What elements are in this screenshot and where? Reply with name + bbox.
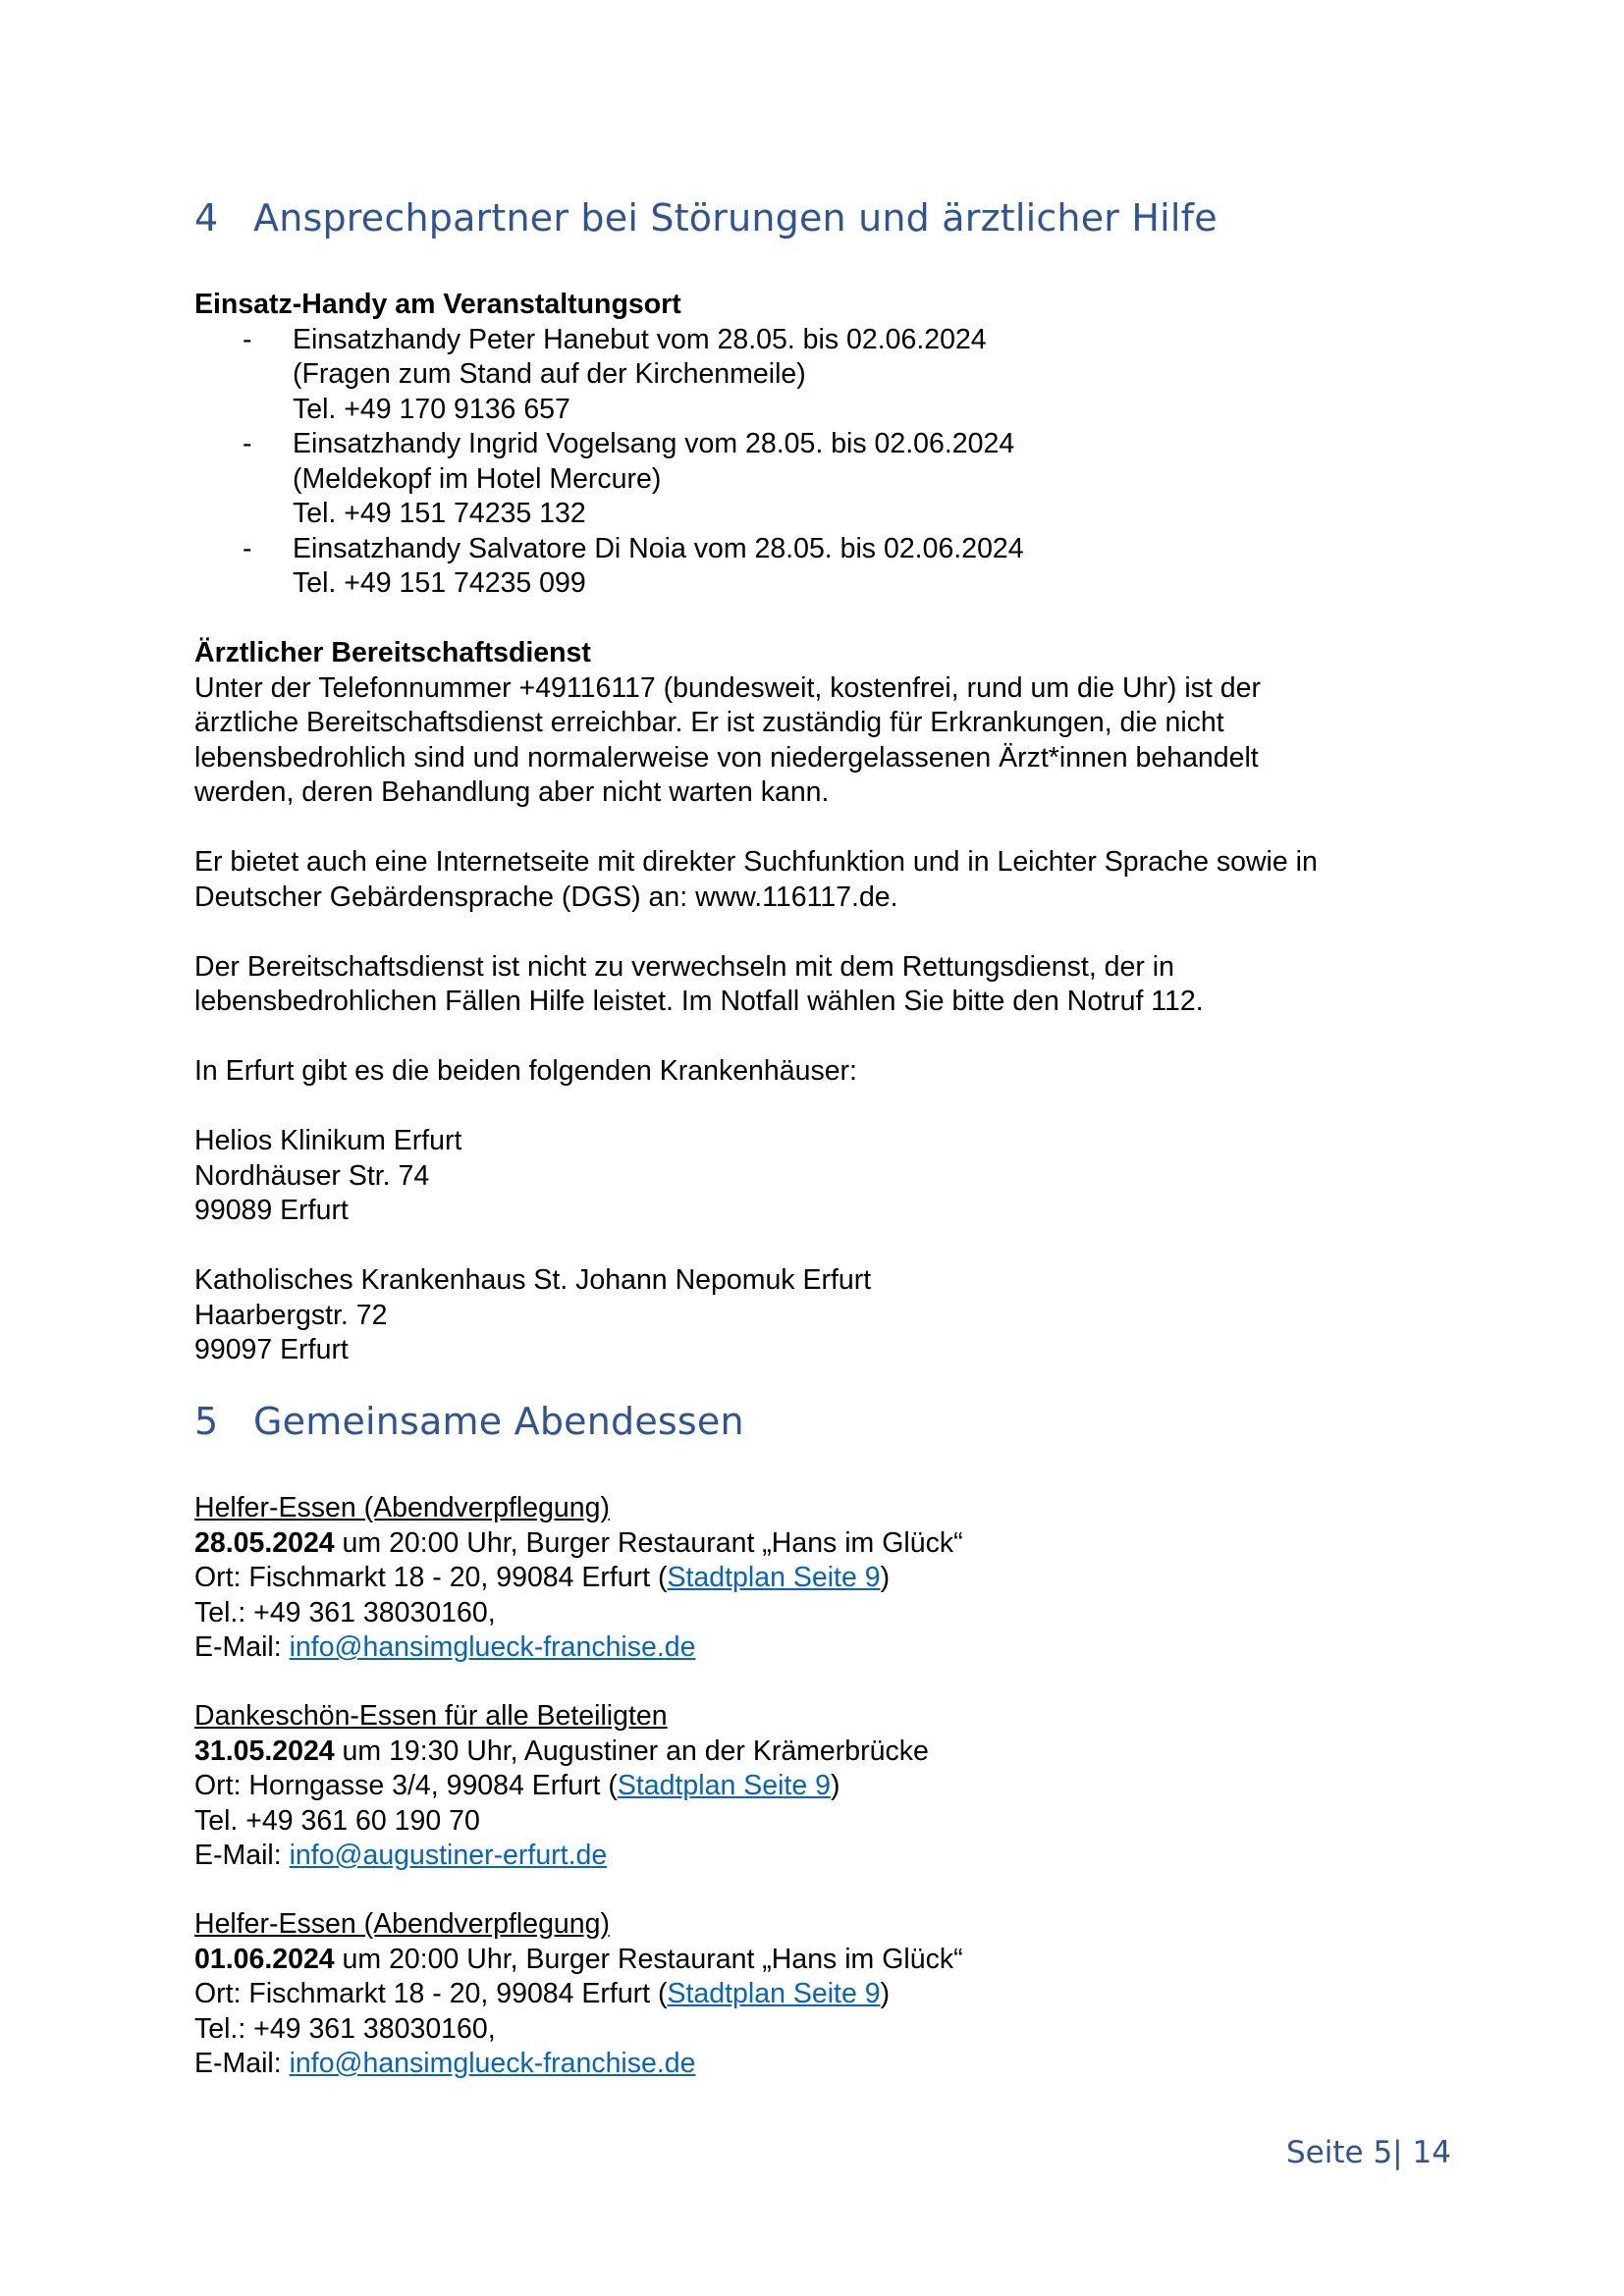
- paragraph-line: Deutscher Gebärdensprache (DGS) an: www.116117.de.: [194, 881, 898, 913]
- hospital-street: Nordhäuser Str. 74: [194, 1159, 430, 1192]
- section-number: 5: [194, 1400, 219, 1443]
- list-line: Tel. +49 151 74235 132: [293, 498, 586, 529]
- einsatz-handy-heading: Einsatz-Handy am Veranstaltungsort: [194, 289, 681, 320]
- list-line: Einsatzhandy Peter Hanebut vom 28.05. bis 02.06.2024: [293, 323, 987, 355]
- section-5-heading: [194, 1400, 744, 1443]
- event-block: [194, 1699, 929, 1874]
- event-time-place: um 19:30 Uhr, Augustiner an der Krämerbrücke: [334, 1735, 929, 1767]
- event-datetime: [194, 1943, 963, 1978]
- paragraph-line: lebensbedrohlich sind und normalerweise von niedergelassenen Ärzt*innen behandelt: [194, 741, 1259, 774]
- event-date: 31.05.2024: [194, 1735, 335, 1767]
- email-link[interactable]: info@hansimglueck-franchise.de: [289, 2048, 696, 2079]
- section-number: 4: [194, 196, 219, 240]
- hospital-city: 99089 Erfurt: [194, 1195, 349, 1226]
- list-dash: -: [243, 532, 252, 564]
- event-email: E-Mail: info@augustiner-erfurt.de: [194, 1840, 608, 1871]
- event-location: Ort: Horngasse 3/4, 99084 Erfurt (Stadtplan Seite 9): [194, 1770, 840, 1801]
- event-time-place: um 20:00 Uhr, Burger Restaurant „Hans im Glück“: [334, 1526, 963, 1559]
- section-title: Ansprechpartner bei Störungen und ärztlicher Hilfe: [253, 196, 1218, 240]
- list-dash: -: [243, 323, 252, 355]
- event-block: [194, 1907, 963, 2082]
- event-location: Ort: Fischmarkt 18 - 20, 99084 Erfurt (Stadtplan Seite 9): [194, 1978, 891, 2009]
- map-link[interactable]: Stadtplan Seite 9: [617, 1770, 831, 1801]
- event-block: [194, 1491, 963, 1666]
- list-item: [194, 323, 1024, 428]
- list-line: Einsatzhandy Salvatore Di Noia vom 28.05. bis 02.06.2024: [293, 532, 1024, 564]
- event-datetime: [194, 1735, 929, 1770]
- paragraph-line: werden, deren Behandlung aber nicht warten kann.: [194, 776, 830, 808]
- section-title: Gemeinsame Abendessen: [253, 1400, 744, 1443]
- email-link[interactable]: info@augustiner-erfurt.de: [289, 1840, 608, 1871]
- list-dash: -: [243, 428, 252, 459]
- event-location: Ort: Fischmarkt 18 - 20, 99084 Erfurt (Stadtplan Seite 9): [194, 1562, 891, 1593]
- list-item: [194, 427, 1024, 532]
- list-line: Tel. +49 151 74235 099: [293, 567, 586, 599]
- event-title: Helfer-Essen (Abendverpflegung): [194, 1908, 610, 1940]
- event-phone: Tel. +49 361 60 190 70: [194, 1804, 480, 1837]
- event-phone: Tel.: +49 361 38030160,: [194, 2012, 496, 2045]
- hospital-name: Helios Klinikum Erfurt: [194, 1125, 462, 1156]
- list-line: (Meldekopf im Hotel Mercure): [293, 462, 662, 495]
- event-title: Dankeschön-Essen für alle Beteiligten: [194, 1700, 668, 1732]
- event-email: E-Mail: info@hansimglueck-franchise.de: [194, 1631, 696, 1663]
- section-4-heading: [194, 196, 1218, 240]
- hospital-street: Haarbergstr. 72: [194, 1299, 388, 1331]
- event-datetime: [194, 1526, 963, 1562]
- page-number: Seite 5| 14: [1286, 2135, 1451, 2170]
- map-link[interactable]: Stadtplan Seite 9: [667, 1562, 881, 1593]
- hospital-name: Katholisches Krankenhaus St. Johann Nepomuk Erfurt: [194, 1264, 872, 1296]
- paragraph-line: lebensbedrohlichen Fällen Hilfe leistet. Im Notfall wählen Sie bitte den Notruf 112.: [194, 986, 1204, 1017]
- event-date: 01.06.2024: [194, 1943, 335, 1975]
- bereitschaftsdienst-section: [194, 636, 1318, 1368]
- list-line: Einsatzhandy Ingrid Vogelsang vom 28.05. bis 02.06.2024: [293, 428, 1015, 459]
- einsatz-handy-section: [194, 288, 1024, 602]
- event-title: Helfer-Essen (Abendverpflegung): [194, 1492, 610, 1523]
- event-phone: Tel.: +49 361 38030160,: [194, 1596, 496, 1629]
- list-line: Tel. +49 170 9136 657: [293, 393, 570, 425]
- list-line: (Fragen zum Stand auf der Kirchenmeile): [293, 358, 806, 390]
- paragraph-line: ärztliche Bereitschaftsdienst erreichbar. Er ist zuständig für Erkrankungen, die nicht: [194, 707, 1224, 738]
- hospitals-intro: In Erfurt gibt es die beiden folgenden Krankenhäuser:: [194, 1055, 857, 1087]
- event-email: E-Mail: info@hansimglueck-franchise.de: [194, 2048, 696, 2079]
- paragraph-line: Der Bereitschaftsdienst ist nicht zu verwechseln mit dem Rettungsdienst, der in: [194, 950, 1174, 983]
- map-link[interactable]: Stadtplan Seite 9: [667, 1978, 881, 2009]
- event-date: 28.05.2024: [194, 1526, 335, 1559]
- paragraph-line: Er bietet auch eine Internetseite mit direkter Suchfunktion und in Leichter Sprache sowie in: [194, 846, 1318, 878]
- list-item: [194, 532, 1024, 602]
- email-link[interactable]: info@hansimglueck-franchise.de: [289, 1631, 696, 1663]
- paragraph-line: Unter der Telefonnummer +49116117 (bundesweit, kostenfrei, rund um die Uhr) ist der: [194, 671, 1261, 704]
- event-time-place: um 20:00 Uhr, Burger Restaurant „Hans im Glück“: [334, 1943, 963, 1975]
- hospital-city: 99097 Erfurt: [194, 1334, 349, 1365]
- bereitschaftsdienst-heading: Ärztlicher Bereitschaftsdienst: [194, 637, 591, 668]
